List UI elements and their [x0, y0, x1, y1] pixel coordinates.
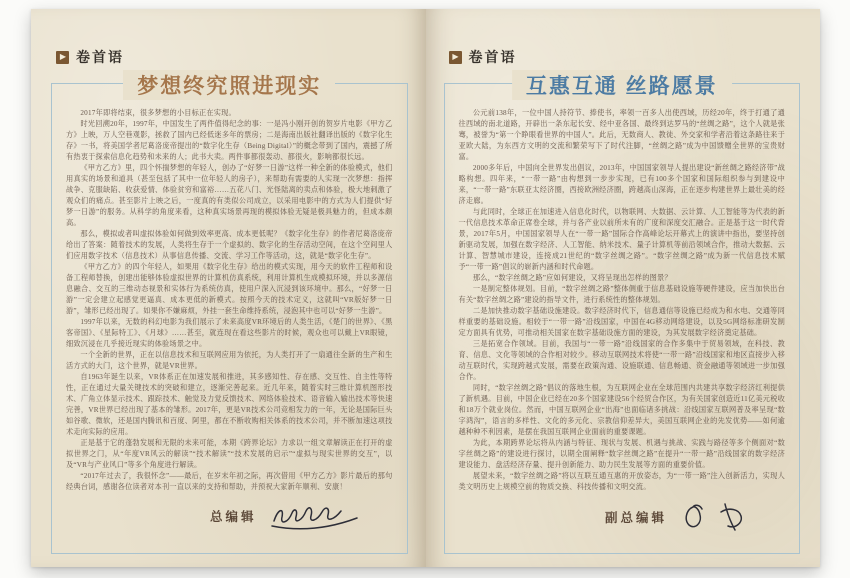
paragraph: 一是制定整体规划。目前，“数字丝绸之路”整体侧重于信息基础设施等硬件建设，应当加快出台有关“数字丝绸之路”建设的指导文件，进行系统性的整体规划。	[458, 285, 785, 304]
section-label: 卷首语	[468, 49, 517, 65]
signature-row	[459, 500, 786, 534]
play-triangle-glyph: ▶	[59, 52, 67, 61]
paragraph: 那么，“数字丝绸之路”应如何建设，又将呈现出怎样的图景？	[472, 274, 672, 282]
paragraph: 展望未来，“数字丝绸之路”将以互联互通互惠的开放姿态，为“一带一路”注入创新活力，实现人类文明历史上规模空前的物质交换、科技传播和文明交流。	[458, 472, 785, 491]
article-body	[459, 108, 786, 493]
play-icon	[449, 51, 462, 64]
paragraph: “2017年过去了，我很怀念”——最后，在岁末年初之际，再次借用《甲方乙方》影片最后的那句经典台词，感谢各位读者对本刊一直以来的支持和帮助，并预祝大家新年顺利、安康！	[66, 472, 393, 491]
paragraph: 《甲方乙方》里，四个怀揣梦想的年轻人，创办了“好梦一日游”这样一种全新的体验模式，他们用真实的场景和道具（甚至包括了其中一位年轻人的房子），来帮助有需要的人实现一次梦想：指挥战争、克服缺陷、收获爱情、体验贫穷和富裕……五花八门、光怪陆离的卖点和体验，极大地刺激了观众们的痛点。甚至影片上映之后，一度真的有类似公司成立，以采用电影中的方式为人们提供“好梦一日游”的服务。从科学的角度来看，这种真实场景再现的模拟体验无疑是极具魅力的，但成本颇高。	[66, 164, 393, 227]
paragraph: 二是加快推动数字基础设施建设。数字经济时代下，信息通信等设施已经成为和水电、交通等同样重要的基础设施。相较于“一带一路”沿线国家，中国在4G移动网络建设，以及5G网络标准研发制定方面具有优势，可推动相关国家在数字基础设施方面的建设，为其发展数字经济奠定基础。	[458, 307, 785, 337]
page-right	[426, 9, 821, 567]
paragraph: 为此，本期跨界论坛将从内涵与特征、现状与发展、机遇与挑战、实践与路径等多个侧面对“数字丝绸之路”的建设进行探讨，以期全面阐释“数字丝绸之路”在提升“一带一路”沿线国家的数字经济建设能力、盘活经济存量、提升创新能力、助力民生发展等方面的重要价值。	[458, 439, 785, 469]
section-header	[449, 47, 801, 67]
play-icon	[56, 51, 69, 64]
paragraph: 那么，模拟或者叫虚拟体验如何做到效率更高、成本更低呢？《数字化生存》的作者尼葛洛庞帝给出了答案：随着技术的发展，人类将生存于一个虚拟的、数字化的生存活动空间，在这个空间里人们应用数字技术（信息技术）从事信息传播、交流、学习工作等活动，这，就是“数字化生存”。	[66, 230, 393, 260]
page-left	[31, 9, 426, 567]
paragraph: 2000多年后，中国向全世界发出倡议，2013年，中国国家领导人提出建设“新丝绸之路经济带”战略构想。四年来，“一带一路”由构想到一步步实现，已有100多个国家和国际组织参与到建设中来，“一带一路”东联亚太经济圈，西接欧洲经济圈，跨越高山深海，正在逐步构建世界上最壮美的经济走廊。	[458, 164, 785, 205]
magazine-spread	[31, 9, 820, 567]
paragraph: 一个全新的世界，正在以信息技术和互联网应用为依托，为人类打开了一扇通往全新的生产和生活方式的大门，这个世界，就是VR世界。	[66, 351, 393, 370]
handwritten-signature	[677, 500, 755, 534]
deputy-editor-role-label: 副总编辑	[604, 511, 667, 525]
paragraph: 《甲方乙方》的四个年轻人，如果用《数字化生存》给出的模式实现，用今天的软件工程师和设备工程师替换，创建出能够体验虚拟世界的计算机仿真系统，利用计算机生成模拟环境，并以多源信息融合、交互的三维动态视景和实体行为系统仿真，使用户深入沉浸到该环境中。那么，“好梦一日游”一定会建立起感觉更逼真、成本更低的新模式。按照今天的技术定义，这就叫“VR版好梦一日游”，雏形已经出现了。如果你不嫌麻烦，外挂一套生命维持系统，浸泡其中也可以“好梦一生游”。	[66, 263, 393, 315]
content-frame	[444, 75, 801, 554]
paragraph: 正是基于它的蓬勃发展和无限的未来可能，本期《跨界论坛》力求以一组文章解读正在打开的虚拟世界之门，从“年度VR风云的解读”“技术解读”“技术发展的启示”“虚拟与现实世界的交互”，以及“VR与产业风口”等多个角度进行解读。	[66, 439, 393, 469]
paragraph: 时光回溯20年，1997年，中国发生了两件值得纪念的事：一是冯小刚开创的贺岁片电影《甲方乙方》上映，万人空巷观影，拯救了国内已经低迷多年的票房；二是海南出版社翻译出版的《数字化生存》一书，将美国学者尼葛洛庞帝提出的“数字化生存（Being Digital）”的概念带到了国内，震撼了所有热衷于探索信息化趋势和未来的人；此书大卖。两件事都很轰动、都很火，影响都很长远。	[66, 120, 393, 161]
page-title: 互惠互通 丝路愿景	[512, 70, 732, 100]
paragraph: 同时，“数字丝绸之路”倡议的落地生根，为互联网企业在全球范围内共建共享数字经济红利提供了新机遇。目前，中国企业已经在20多个国家建设56个经贸合作区，为有关国家创造近11亿美元税收和18万个就业岗位。然而，中国互联网企业“出海”也面临诸多挑战：沿线国家互联网普及率呈现“数字鸿沟”，语言的多样性、文化的多元化、宗教信仰差异大，美国互联网企业的先发优势——如何逾越种种不利因素，是摆在我国互联网企业面前的重要课题。	[458, 384, 785, 436]
paragraph: 2017年即将结束，很多梦想的小目标正在实现。	[80, 109, 236, 117]
signature-row	[66, 500, 393, 532]
paragraph: 1997年以来，无数的科幻电影为我们展示了未来高度VR环境后的人类生活，《楚门的世界》、《黑客帝国》、《星际特工》、《月球》……甚至，就连现在看这些影片的时候，观众也可以戴上VR眼镜，细致沉浸在几乎接近现实的体验场景之中。	[66, 318, 393, 348]
handwritten-signature	[267, 500, 363, 532]
section-header	[56, 47, 408, 67]
page-title: 梦想终究照进现实	[123, 70, 335, 100]
paragraph: 三是拓宽合作领域。目前，我国与“一带一路”沿线国家的合作多集中于贸易领域，在科技、教育、信息、文化等领域的合作相对较少。移动互联网技术将使“一带一路”沿线国家和地区直接步入移动互联时代，实现跨越式发展，需要在政策沟通、设施联通、信息畅通、资金融通等领域进一步加强合作。	[458, 340, 785, 381]
paragraph: 自1963年诞生以来，VR体系正在加速发展和推进，其多感知性、存在感、交互性、自主性等特性，正在通过大量关键技术的突破和建立，逐渐完善起来。近几年来，随着实时三维计算机图形技术、广角立体显示技术、跟踪技术、触觉及力觉反馈技术、网络体验技术、语音输入输出技术等快速完善，VR世界已经出现了基本的雏形。2017年，更是VR技术公司竞相发力的一年，无论是国际巨头如谷歌、微软，还是国内腾讯和百度、阿里，都在不断收购相关体系的技术公司，并不断加速这项技术走向实际的应用。	[66, 373, 393, 436]
paragraph: 公元前138年，一位中国人持符节、捧使书，率领一百多人出使西域，历经20年，终于打通了通往西域的南北道路，开辟出一条东起长安、经中亚各国、最终到达罗马的“丝绸之路”，这个人就是张骞，被誉为“第一个睁眼看世界的中国人”。此后，无数商人、教徒、外交家和学者沿着这条路往来于亚欧大陆，为东西方文明的交流和繁荣写下了时代注脚，“丝绸之路”成为中国馈赠全世界的宝贵财富。	[458, 109, 785, 161]
paragraph: 与此同时，全球正在加速进入信息化时代，以物联网、大数据、云计算、人工智能等为代表的新一代信息技术革命正席卷全球，并与各产业以前所未有的广度和深度交汇融合。正是基于这一时代背景，2017年5月，中国国家领导人在“一带一路”国际合作高峰论坛开幕式上的演讲中指出，要坚持创新驱动发展，加强在数字经济、人工智能、纳米技术、量子计算机等前沿领域合作，推动大数据、云计算、智慧城市建设，连接成21世纪的“数字丝绸之路”。“数字丝绸之路”成为新一代信息技术赋予“一带一路”倡议的崭新内涵和时代命题。	[458, 208, 785, 271]
section-label: 卷首语	[76, 49, 124, 65]
play-triangle-glyph: ▶	[452, 52, 459, 61]
editor-role-label: 总编辑	[209, 510, 257, 524]
content-frame	[51, 75, 408, 554]
article-body	[66, 108, 393, 493]
